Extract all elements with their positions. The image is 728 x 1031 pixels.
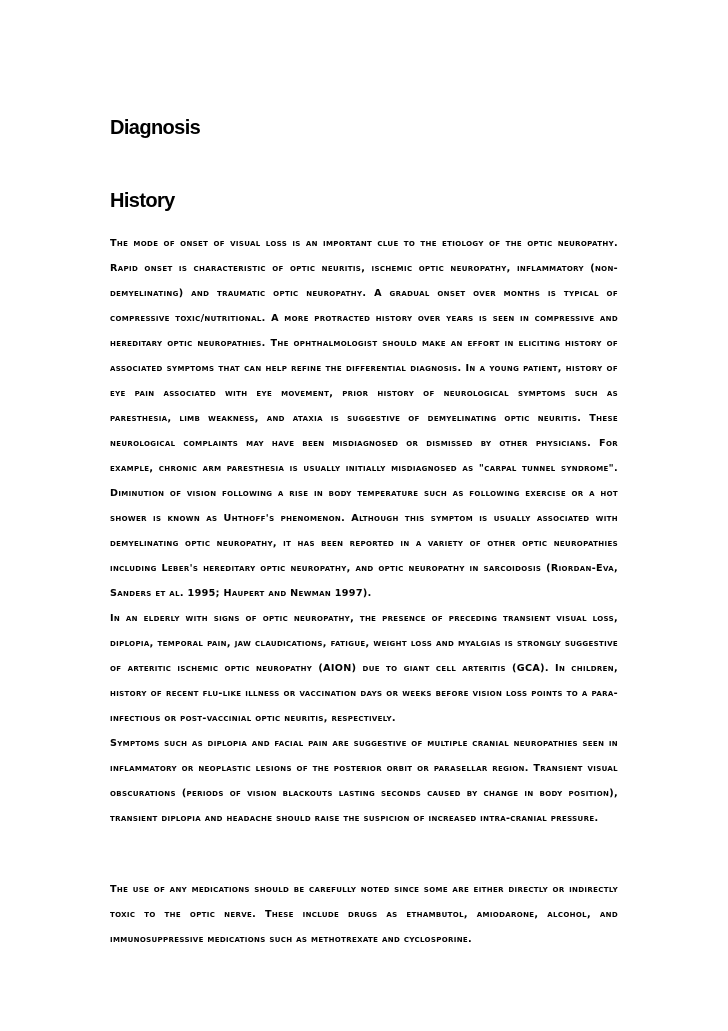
paragraph-cranial-neuropathies: Symptoms such as diplopia and facial pain are suggestive of multiple cranial neuropathies seen in inflammatory or neoplastic lesions of the posterior orbit or parasellar region. Transient visual obscurations (periods of vision blackouts lasting seconds caused by change in body position), transient diplopia and headache should raise the suspicion of increased intra-cranial pressure.	[110, 738, 618, 824]
paragraph-medications: The use of any medications should be carefully noted since some are either directly or indirectly toxic to the optic nerve. These include drugs as ethambutol, amiodarone, alcohol, and immunosuppressive medications such as methotrexate and cyclosporine.	[110, 884, 618, 945]
subsection-heading-history: History	[110, 190, 175, 212]
section-heading-diagnosis: Diagnosis	[110, 117, 201, 139]
paragraph-onset-history: The mode of onset of visual loss is an important clue to the etiology of the optic neuropathy. Rapid onset is characteristic of optic neuritis, ischemic optic neuropathy, inflammatory (non-demyelinating) and traumatic optic neuropathy. A gradual onset over months is typical of compressive toxic/nutritional. A more protracted history over years is seen in compressive and hereditary optic neuropathies. The ophthalmologist should make an effort in eliciting history of associated symptoms that can help refine the differential diagnosis. In a young patient, history of eye pain associated with eye movement, prior history of neurological symptoms such as paresthesia, limb weakness, and ataxia is suggestive of demyelinating optic neuritis. These neurological complaints may have been misdiagnosed or dismissed by other physicians. For example, chronic arm paresthesia is usually initially misdiagnosed as "carpal tunnel syndrome". Diminution of vision following a rise in body temperature such as following exercise or a hot shower is known as Uhthoff's phenomenon. Although this symptom is usually associated with demyelinating optic neuropathy, it has been reported in a variety of other optic neuropathies including Leber's hereditary optic neuropathy, and optic neuropathy in sarcoidosis (Riordan-Eva, Sanders et al. 1995; Haupert and Newman 1997).	[110, 238, 618, 599]
paragraph-elderly-children: In an elderly with signs of optic neuropathy, the presence of preceding transient visual loss, diplopia, temporal pain, jaw claudications, fatigue, weight loss and myalgias is strongly suggestive of arteritic ischemic optic neuropathy (AION) due to giant cell arteritis (GCA). In children, history of recent flu-like illness or vaccination days or weeks before vision loss points to a para-infectious or post-vaccinial optic neuritis, respectively.	[110, 613, 618, 724]
